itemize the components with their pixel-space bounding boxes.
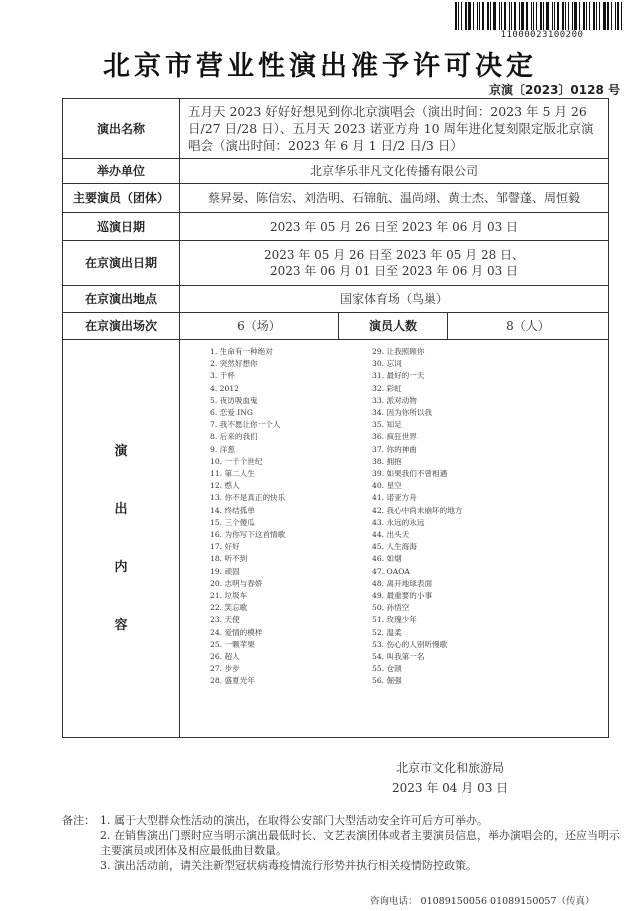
song-item: 36. 疯狂世界 [372, 432, 417, 442]
sessions-value: 6（场） [180, 313, 339, 340]
barcode-bar [493, 2, 496, 30]
beijing-dates-line-2: 2023 年 06 月 01 日至 2023 年 06 月 03 日 [269, 264, 519, 278]
barcode-bar [621, 2, 622, 30]
song-item: 6. 恋爱 ING [210, 408, 253, 418]
content-label-char-2: 出 [114, 501, 128, 517]
barcode-bar [468, 2, 471, 30]
note-2: 2. 在销售演出门票时应当明示演出最低时长、文艺表演团体或者主要演员信息，举办演唱会的，还应当明示主要演员或团体及相应最低曲目数量。 [100, 829, 620, 857]
song-item: 52. 温柔 [372, 627, 402, 637]
barcode-bar [562, 2, 564, 30]
barcode-bar [461, 2, 462, 30]
barcode-bar [603, 2, 606, 30]
barcode-bar [490, 2, 491, 30]
barcode-bar [536, 2, 537, 30]
barcode-bar [540, 2, 542, 30]
barcode-bar [593, 2, 595, 30]
notes [62, 813, 622, 873]
song-item: 27. 步步 [210, 664, 240, 674]
barcode-bar [579, 2, 580, 30]
song-item: 34. 因为你所以我 [372, 408, 433, 418]
song-item: 24. 爱情的模样 [210, 627, 263, 637]
barcode-bar [546, 2, 549, 30]
content-label [63, 340, 180, 738]
notes-heading: 备注： [62, 814, 95, 827]
barcode-bar [519, 2, 520, 30]
song-item: 51. 玫瑰少年 [372, 615, 417, 625]
barcode-bar [596, 2, 597, 30]
barcode-bar [458, 2, 459, 30]
show-name-value: 五月天 2023 好好好想见到你北京演唱会（演出时间：2023 年 5 月 26 日/27 日/28 日）、五月天 2023 诺亚方舟 10 周年进化复刻限定版北京演唱会（演出时间：2023 年 6 月 1 日/2 日/3 日） [180, 99, 609, 159]
performers-label: 主要演员（团体） [63, 184, 180, 213]
song-column-1 [210, 346, 372, 688]
organizer-label: 举办单位 [63, 159, 180, 184]
song-item: 15. 三个傻瓜 [210, 517, 255, 527]
barcode-bar [514, 2, 516, 30]
note-3: 3. 演出活动前，请关注新型冠状病毒疫情流行形势并执行相关疫情防控政策。 [100, 859, 477, 872]
song-item: 53. 伤心的人别听慢歌 [372, 639, 448, 649]
barcode-bar [586, 2, 587, 30]
song-item: 7. 我不愿让你一个人 [210, 420, 281, 430]
content-label-char-3: 内 [114, 559, 128, 575]
song-item: 8. 后来的我们 [210, 432, 258, 442]
song-item: 21. 垃圾车 [210, 591, 248, 601]
song-item: 49. 最重要的小事 [372, 591, 433, 601]
song-item: 33. 派对动物 [372, 395, 417, 405]
barcode-bar [487, 2, 489, 30]
barcode-bar [482, 2, 484, 30]
barcode-bar [572, 2, 573, 30]
barcode-bar [552, 2, 553, 30]
song-item: 29. 让我照顾你 [372, 347, 425, 356]
barcode-bar [543, 2, 544, 30]
venue-value: 国家体育场（鸟巢） [180, 286, 609, 313]
barcode-bar [589, 2, 590, 30]
barcode-bar [504, 2, 506, 30]
song-item: 19. 顽固 [210, 566, 240, 576]
song-item: 3. 干杯 [210, 371, 235, 381]
song-item: 41. 诺亚方舟 [372, 493, 417, 503]
song-item: 55. 仓颉 [372, 664, 402, 674]
actors-count-value: 8（人） [448, 313, 609, 340]
barcode-bar [615, 2, 616, 30]
note-1: 1. 属于大型群众性活动的演出，在取得公安部门大型活动安全许可后方可举办。 [100, 814, 488, 827]
song-item: 44. 出头天 [372, 530, 410, 540]
song-item: 4. 2012 [210, 383, 239, 393]
performers-value: 蔡昇晏、陈信宏、刘浩明、石锦航、温尚翊、黄士杰、邹謦蓬、周恒毅 [180, 184, 609, 213]
barcode-bar [509, 2, 510, 30]
song-item: 26. 超人 [210, 652, 240, 662]
barcode-bar [473, 2, 474, 30]
song-item: 43. 永远的永远 [372, 517, 425, 527]
song-item: 37. 你的神曲 [372, 444, 417, 454]
barcode-bar [599, 2, 600, 30]
song-item: 56. 倔强 [372, 676, 402, 686]
actors-count-label: 演员人数 [339, 313, 448, 340]
content-label-char-4: 容 [114, 617, 128, 633]
barcode-bar [554, 2, 555, 30]
contact-phone: 咨询电话： 01089150056 01089150057（传真） [370, 896, 595, 907]
song-item: 17. 好好 [210, 542, 240, 552]
song-item: 54. 叫我第一名 [372, 652, 425, 662]
song-item: 23. 天使 [210, 615, 240, 625]
barcode-bar [583, 2, 585, 30]
barcode-bar [611, 2, 612, 30]
venue-label: 在京演出地点 [63, 286, 180, 313]
song-item: 40. 星空 [372, 481, 402, 491]
song-item: 11. 第二人生 [210, 469, 255, 479]
barcode-number: 11000023100200 [500, 30, 584, 40]
barcode-bar [568, 2, 569, 30]
barcode-bar [531, 2, 532, 30]
song-item: 5. 夜访吸血鬼 [210, 395, 258, 405]
song-item: 9. 洋葱 [210, 444, 235, 454]
song-item: 39. 如果我们不曾相遇 [372, 469, 448, 479]
barcode-bar [501, 2, 502, 30]
song-item: 13. 你不是真正的快乐 [210, 493, 286, 503]
song-item: 35. 知足 [372, 420, 402, 430]
song-item: 2. 突然好想你 [210, 359, 258, 369]
beijing-dates-value [180, 241, 609, 286]
song-item: 10. 一千个世纪 [210, 456, 263, 466]
barcode-bar [499, 2, 500, 30]
barcode-bar [565, 2, 566, 30]
song-item: 18. 听不到 [210, 554, 248, 564]
show-name-label: 演出名称 [63, 99, 180, 159]
song-item: 46. 如烟 [372, 554, 402, 564]
song-item: 32. 彩虹 [372, 383, 402, 393]
song-item: 38. 拥抱 [372, 456, 402, 466]
beijing-dates-label: 在京演出日期 [63, 241, 180, 286]
song-item: 48. 离开地球表面 [372, 578, 433, 588]
song-item: 14. 终结孤单 [210, 505, 255, 515]
barcode-bar [521, 2, 524, 30]
permit-table [62, 98, 609, 738]
barcode-bar [526, 2, 528, 30]
song-item: 50. 孙悟空 [372, 603, 410, 613]
barcode [455, 2, 625, 30]
song-item: 12. 憨人 [210, 481, 240, 491]
barcode-bar [617, 2, 619, 30]
tour-dates-label: 巡演日期 [63, 213, 180, 241]
issuing-authority: 北京市文化和旅游局 [396, 761, 505, 775]
tour-dates-value: 2023 年 05 月 26 日至 2023 年 06 月 03 日 [180, 213, 609, 241]
barcode-bar [511, 2, 512, 30]
barcode-bar [574, 2, 577, 30]
issuing-authority-block [392, 758, 508, 798]
barcode-bar [607, 2, 609, 30]
song-column-2 [372, 346, 534, 688]
barcode-bar [465, 2, 467, 30]
barcode-bar [533, 2, 534, 30]
beijing-dates-line-1: 2023 年 05 月 26 日至 2023 年 05 月 28 日、 [263, 248, 525, 262]
song-item: 42. 我心中尚未崩坏的地方 [372, 505, 463, 515]
song-item: 22. 笑忘歌 [210, 603, 248, 613]
song-item: 31. 最好的一天 [372, 371, 425, 381]
organizer-value: 北京华乐非凡文化传播有限公司 [180, 159, 609, 184]
song-item: 47. OAOA [372, 566, 410, 576]
issue-date: 2023 年 04 月 03 日 [392, 781, 509, 795]
song-item: 20. 志明与春娇 [210, 578, 263, 588]
song-item: 28. 盛夏光年 [210, 676, 255, 686]
document-title: 北京市营业性演出准予许可决定 [103, 51, 537, 82]
song-item: 25. 一颗苹果 [210, 639, 255, 649]
barcode-bar [455, 2, 457, 30]
song-list [180, 340, 609, 738]
document-number: 京演〔2023〕0128 号 [489, 83, 620, 97]
song-item: 16. 为你写下这首情歌 [210, 530, 286, 540]
barcode-bar [477, 2, 478, 30]
song-item: 45. 人生海海 [372, 542, 417, 552]
content-label-char-1: 演 [114, 443, 128, 459]
barcode-bar [557, 2, 559, 30]
sessions-label: 在京演出场次 [63, 313, 180, 340]
song-item: 1. 生命有一种绝对 [210, 347, 273, 356]
barcode-bar [479, 2, 480, 30]
song-item: 30. 忘词 [372, 359, 402, 369]
